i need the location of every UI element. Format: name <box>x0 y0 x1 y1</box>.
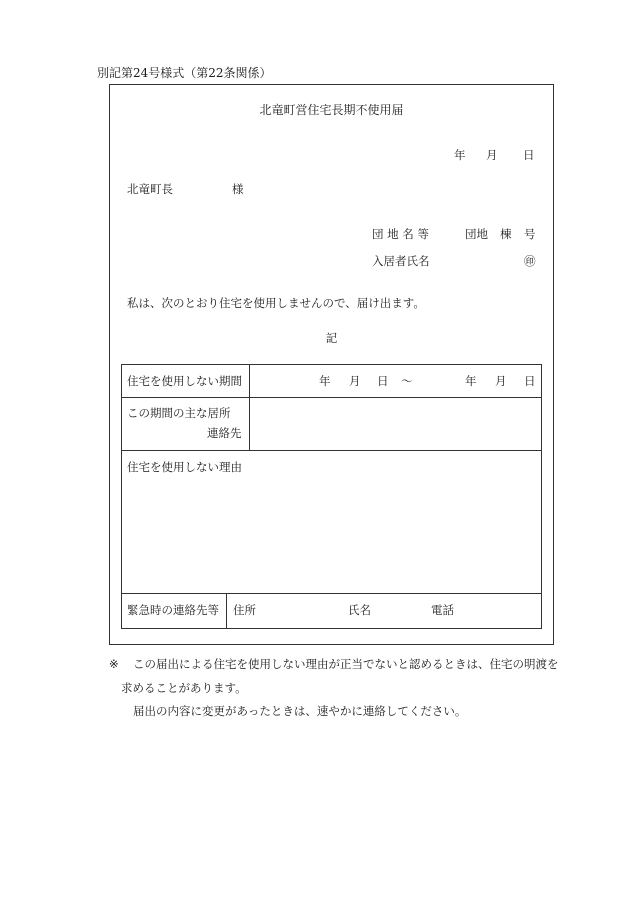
note-line-2: 求めることがあります。 <box>121 681 247 695</box>
period-row <box>122 365 541 398</box>
emergency-name-label: 氏名 <box>348 603 371 617</box>
note-line-1: この届出による住宅を使用しない理由が正当でないと認めるときは、住宅の明渡を <box>133 657 559 671</box>
period-value-cell <box>250 365 541 397</box>
emergency-label: 緊急時の連絡先等 <box>127 603 219 617</box>
statement-text: 私は、次のとおり住宅を使用しませんので、届け出ます。 <box>127 296 425 310</box>
emergency-row <box>122 594 541 628</box>
residence-label-cell <box>122 398 250 450</box>
emergency-phone-label: 電話 <box>431 603 454 617</box>
note-mark: ※ <box>109 657 119 671</box>
form-number: 別記第24号様式（第22条関係） <box>97 66 272 80</box>
number-unit: 号 <box>524 227 536 241</box>
emergency-address-label: 住所 <box>233 603 256 617</box>
complex-unit: 団地 <box>465 227 488 241</box>
reason-label: 住宅を使用しない理由 <box>127 460 242 474</box>
addressee-name: 北竜町長 <box>127 182 173 196</box>
building-unit: 棟 <box>500 227 512 241</box>
period-to-year: 年 <box>465 374 477 388</box>
note-line-3: 届出の内容に変更があったときは、速やかに連絡してください。 <box>133 704 467 718</box>
complex-label: 団 地 名 等 <box>372 227 429 241</box>
period-separator: ～ <box>401 374 413 388</box>
period-from-day: 日 <box>377 374 389 388</box>
addressee-honorific: 様 <box>232 182 244 196</box>
reason-row <box>122 451 541 594</box>
period-from-year: 年 <box>319 374 331 388</box>
period-to-day: 日 <box>524 374 536 388</box>
record-mark: 記 <box>325 331 338 345</box>
details-table <box>121 364 542 629</box>
period-from-month: 月 <box>349 374 361 388</box>
seal-mark: ㊞ <box>524 254 536 268</box>
period-to-month: 月 <box>495 374 507 388</box>
residence-value-cell <box>250 398 541 450</box>
emergency-label-cell <box>122 594 227 628</box>
period-label: 住宅を使用しない期間 <box>127 374 242 388</box>
form-title: 北竜町営住宅長期不使用届 <box>259 103 404 117</box>
resident-name-label: 入居者氏名 <box>372 254 430 268</box>
date-day-label: 日 <box>523 148 535 162</box>
residence-label: この期間の主な居所 <box>127 406 231 420</box>
date-month-label: 月 <box>486 148 498 162</box>
residence-row <box>122 398 541 451</box>
emergency-value-cell <box>227 594 541 628</box>
date-year-label: 年 <box>454 148 466 162</box>
period-label-cell <box>122 365 250 397</box>
residence-sublabel: 連絡先 <box>207 426 242 440</box>
